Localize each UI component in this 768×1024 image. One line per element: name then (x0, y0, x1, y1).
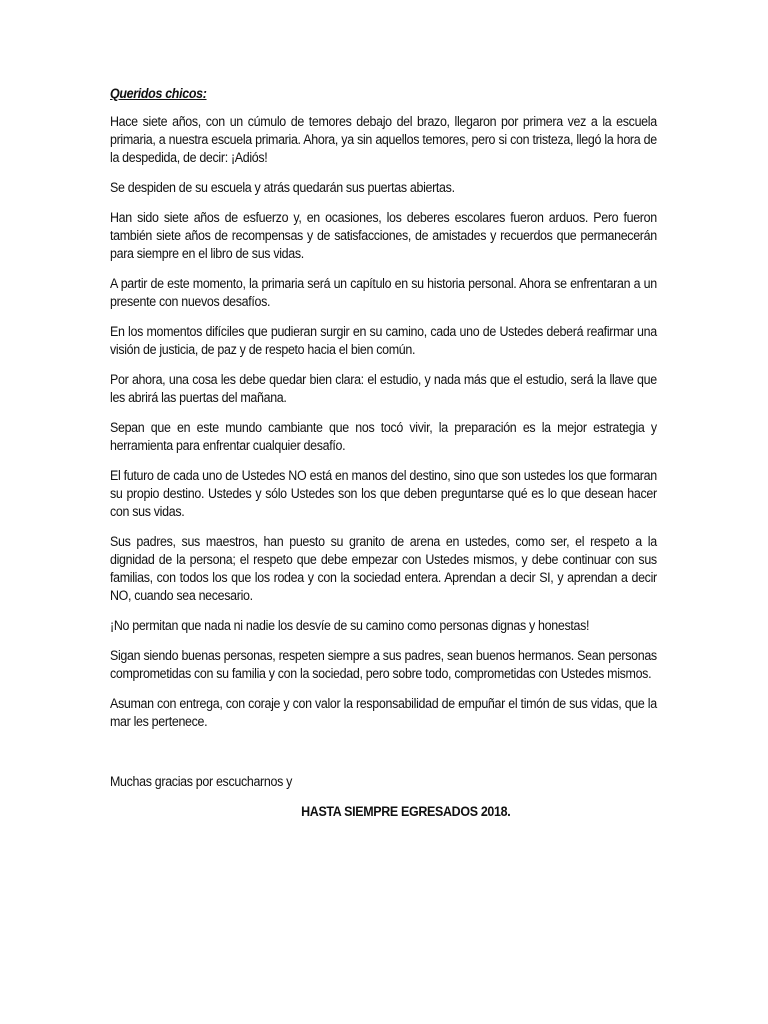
paragraph-2: Se despiden de su escuela y atrás quedarán sus puertas abiertas. (110, 180, 455, 195)
paragraph-3: Han sido siete años de esfuerzo y, en ocasiones, los deberes escolares fueron arduos. Pero fueron también siete años de recompensas y de satisfacciones, de amistades y recuerdos que permanecerán para siempre en el libro de sus vidas. (110, 210, 657, 261)
paragraph-12: Asuman con entrega, con coraje y con valor la responsabilidad de empuñar el timón de sus vidas, que la mar les pertenece. (110, 696, 657, 729)
salutation: Queridos chicos: (110, 86, 207, 101)
thanks-line: Muchas gracias por escucharnos y (110, 774, 293, 789)
paragraph-1: Hace siete años, con un cúmulo de temores debajo del brazo, llegaron por primera vez a la escuela primaria, a nuestra escuela primaria. Ahora, ya sin aquellos temores, pero si con tristeza, llegó la hora de la despedida, de decir: ¡Adiós! (110, 114, 657, 165)
paragraph-5: En los momentos difíciles que pudieran surgir en su camino, cada uno de Ustedes deberá reafirmar una visión de justicia, de paz y de respeto hacia el bien común. (110, 324, 657, 357)
paragraph-9: Sus padres, sus maestros, han puesto su granito de arena en ustedes, como ser, el respeto a la dignidad de la persona; el respeto que debe empezar con Ustedes mismos, y debe continuar con sus familias, con todos los que los rodea y con la sociedad entera. Aprendan a decir SI, y aprendan a decir NO, cuando sea necesario. (110, 534, 657, 603)
closing-line: HASTA SIEMPRE EGRESADOS 2018. (301, 804, 511, 819)
paragraph-10: ¡No permitan que nada ni nadie los desvíe de su camino como personas dignas y honestas! (110, 618, 590, 633)
letter-document (110, 85, 657, 821)
paragraph-7: Sepan que en este mundo cambiante que nos tocó vivir, la preparación es la mejor estrategia y herramienta para enfrentar cualquier desafío. (110, 420, 657, 453)
paragraph-4: A partir de este momento, la primaria será un capítulo en su historia personal. Ahora se enfrentaran a un presente con nuevos desafíos. (110, 276, 657, 309)
paragraph-8: El futuro de cada uno de Ustedes NO está en manos del destino, sino que son ustedes los que formaran su propio destino. Ustedes y sólo Ustedes son los que deben preguntarse qué es lo que desean hacer con sus vidas. (110, 468, 657, 519)
paragraph-6: Por ahora, una cosa les debe quedar bien clara: el estudio, y nada más que el estudio, será la llave que les abrirá las puertas del mañana. (110, 372, 657, 405)
paragraph-11: Sigan siendo buenas personas, respeten siempre a sus padres, sean buenos hermanos. Sean personas comprometidas con su familia y con la sociedad, pero sobre todo, comprometidas con Ustedes mismos. (110, 648, 657, 681)
